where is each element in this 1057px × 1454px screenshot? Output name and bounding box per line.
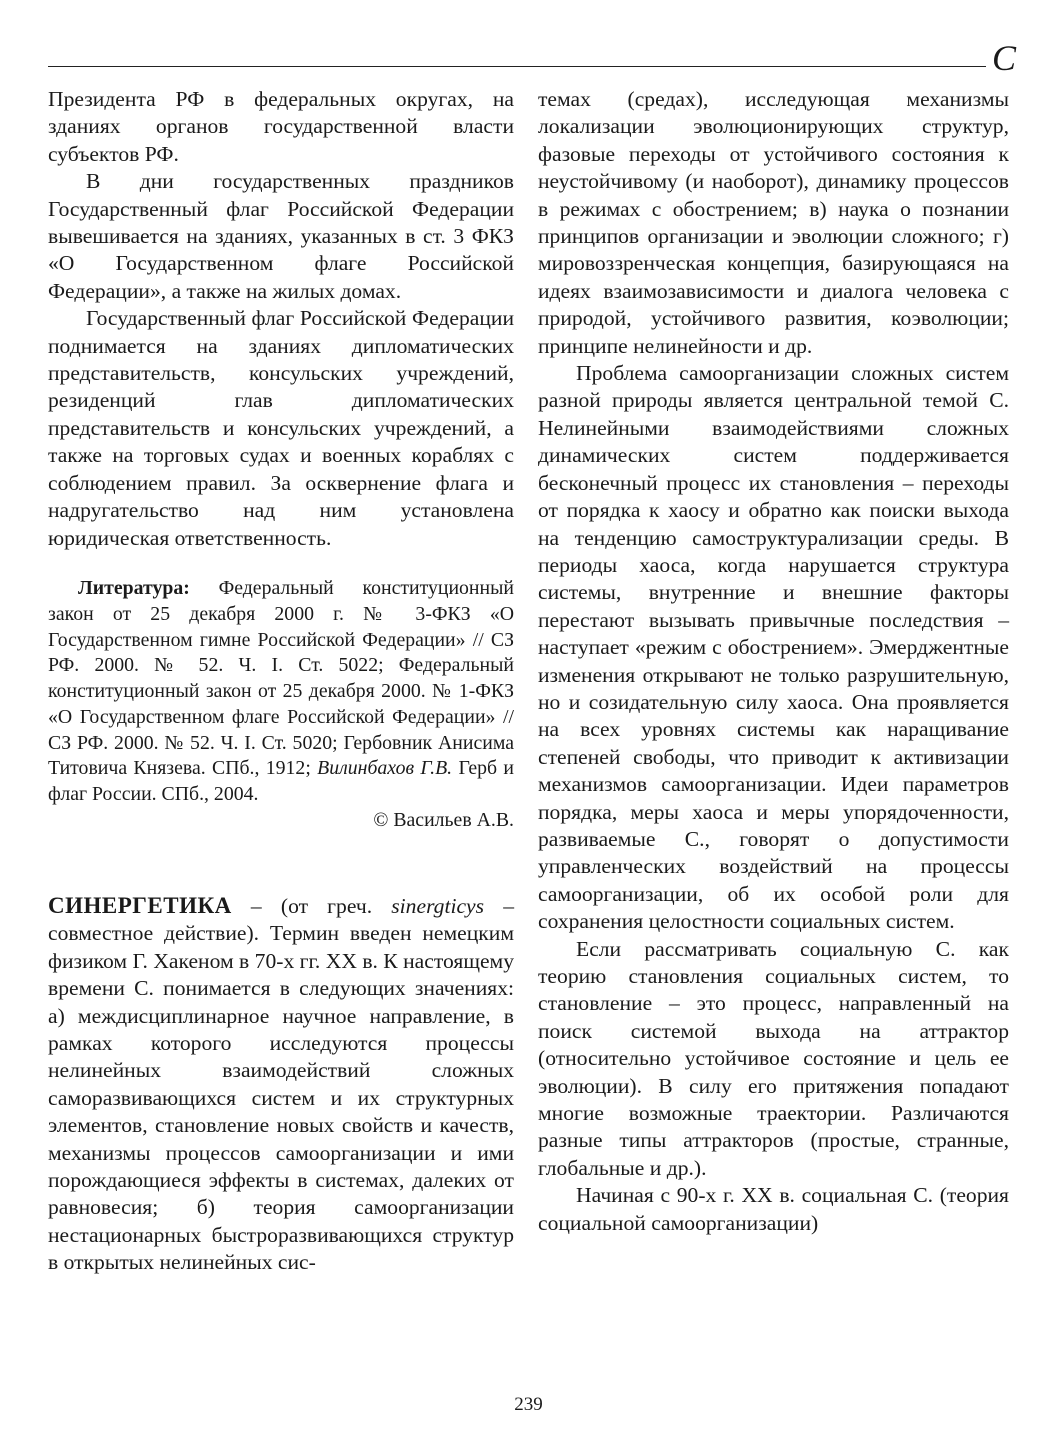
paragraph: Проблема самоорганизации сложных систем разной природы является центральной темой С. Нелинейными взаимодействиями сложных динамических систем поддерживается бесконечный процесс их становления – переходы от порядка к хаосу и обратно как поиски выхода на тенденцию самоструктурализации среды. В периоды хаоса, когда нарушается структура системы, внутренние и внешние факторы перестают вызывать привычные последствия – наступает «режим с обострением». Эмерджентные изменения открывают не только разрушительную, но и созидательную силу хаоса. Она проявляется на всех уровнях системы как наращивание степеней свободы, что приводит к активизации механизмов самоорганизации. Идеи параметров порядка, меры хаоса и меры упорядоченности, развиваемые С., говорят о допустимости управленческих воздействий на процессы самоорганизации, об их особой роли для сохранения целостности социальных систем. bbox=[538, 361, 1009, 934]
literature-label: Литература: bbox=[78, 576, 190, 599]
left-column bbox=[48, 86, 514, 1277]
entry-text: – совместное действие). Термин введен немецким физиком Г. Хакеном в 70-х гг. XX в. К настоящему времени С. понимается в следующих значениях: а) междисциплинарное научное направление, в рамках которого исследуются процессы нелинейных взаимодействий сложных саморазвивающихся систем и их структурных элементов, становление новых свойств и качеств, механизмы процессов самоорганизации и ими порождающиеся эффекты в системах, далеких от равновесия; б) теория самоорганизации нестационарных быстроразвивающихся структур в открытых нелинейных сис- bbox=[48, 893, 514, 1275]
literature-author: Вилинбахов Г.В. bbox=[317, 757, 453, 780]
paragraph: Если рассматривать социальную С. как теорию становления социальных систем, то становление – это процесс, направленный на поиск системой выхода на аттрактор (относительно устойчивое состояние и цель ее эволюции). В силу его притяжения попадают многие возможные траектории. Различаются разные типы аттракторов (простые, странные, глобальные и др.). bbox=[538, 936, 1009, 1180]
literature-text: Федеральный конституционный закон от 25 декабря 2000 г. № 3-ФКЗ «О Государственном гимне Российской Федерации» // СЗ РФ. 2000. № 52. Ч. I. Ст. 5022; Федеральный конституционный закон от 25 декабря 2000. № 1-ФКЗ «О Государственном флаге Российской Федерации» // СЗ РФ. 2000. № 52. Ч. I. Ст. 5020; Гербовник Анисима Титовича Князева. СПб., 1912; bbox=[48, 576, 514, 780]
entry-heading: СИНЕРГЕТИКА bbox=[48, 892, 232, 918]
paragraph: Государственный флаг Российской Федерации поднимается на зданиях дипломатических представительств, консульских учреждений, резиденций глав дипломатических представительств и консульских учреждений, а также на торговых судах и военных кораблях с соблюдением правил. За осквернение флага и надругательство над ним установлена юридическая ответственность. bbox=[48, 306, 514, 550]
paragraph: Президента РФ в федеральных округах, на зданиях органов государственной власти субъектов РФ. bbox=[48, 87, 514, 166]
literature-tail: Герб и флаг России. СПб., 2004. bbox=[48, 757, 515, 806]
entry-paragraph bbox=[48, 892, 514, 1277]
header-rule bbox=[48, 66, 986, 67]
entry-dash: – (от греч. bbox=[231, 893, 392, 918]
literature bbox=[48, 576, 514, 808]
section-letter: С bbox=[992, 38, 1017, 78]
author-signature: © Васильев А.В. bbox=[373, 809, 514, 832]
page-number: 239 bbox=[514, 1394, 543, 1415]
entry-greek-term: sinergticys bbox=[391, 893, 485, 918]
right-column bbox=[538, 86, 1009, 1237]
paragraph: Начиная с 90-х г. XX в. социальная С. (теория социальной самоорганизации) bbox=[538, 1183, 1009, 1235]
paragraph: темах (средах), исследующая механизмы локализации эволюционирующих структур, фазовые переходы от устойчивого состояния к неустойчивому (и наоборот), динамику процессов в режимах с обострением; в) наука о познании принципов организации и эволюции сложного; г) мировоззренческая концепция, базирующаяся на идеях взаимозависимости и диалога человека с природой, устойчивого развития, коэволюции; принципе нелинейности и др. bbox=[538, 87, 1009, 358]
paragraph: В дни государственных праздников Государственный флаг Российской Федерации вывешивается на зданиях, указанных в ст. 3 ФКЗ «О Государственном флаге Российской Федерации», а также на жилых домах. bbox=[48, 169, 514, 303]
